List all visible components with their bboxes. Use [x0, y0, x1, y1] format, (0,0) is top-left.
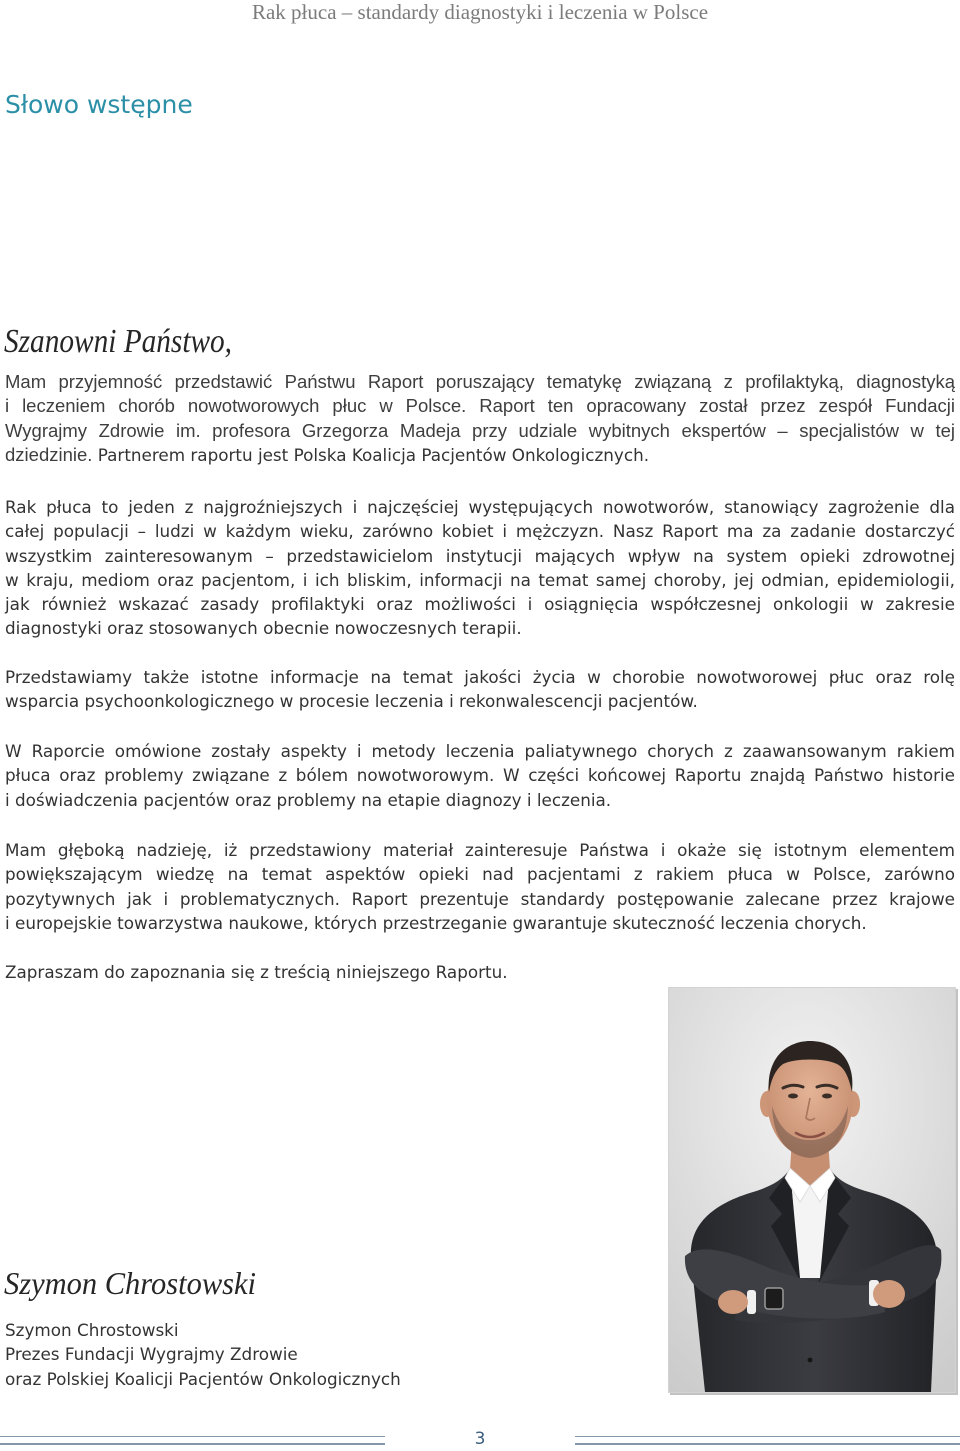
text-line: jak również wskazać zasady profilaktyki oraz możliwości i osiągnięcia współczesnej onkologii w zakresie	[5, 594, 955, 615]
paragraph-lines	[5, 960, 955, 984]
signatory-name: Szymon Chrostowski	[5, 1320, 179, 1340]
portrait-illustration	[669, 988, 955, 1392]
paragraph-4	[5, 739, 955, 812]
paragraph-6	[5, 960, 955, 984]
text-line	[5, 443, 955, 467]
text-line: i europejskie towarzystwa naukowe, których przestrzeganie gwarantuje skuteczność leczenia chorych.	[5, 912, 867, 933]
text-segment: dziedzinie.	[5, 443, 93, 465]
text-segment: Partnerem raportu jest Polska Koalicja Pacjentów Onkologicznych.	[97, 444, 650, 465]
text-line: i doświadczenia pacjentów oraz problemy na etapie diagnozy i leczenia.	[5, 789, 612, 810]
footer-rule-left-bottom	[0, 1443, 385, 1445]
text-line: Mam głęboką nadzieję, iż przedstawiony materiał zainteresuje Państwa i okaże się istotnym elementem	[5, 840, 955, 860]
handwritten-signature	[2, 1262, 264, 1306]
text-line: Mam przyjemność przedstawić Państwu Raport poruszający tematykę związaną z profilaktyką, diagnostyką	[5, 371, 955, 392]
text-line: Rak płuca to jeden z najgroźniejszych i najczęściej występujących nowotworów, stanowiący zagrożenie dla	[5, 497, 955, 517]
paragraph-lines	[5, 739, 955, 812]
section-title: Słowo wstępne	[5, 90, 193, 119]
text-line: całej populacji – ludzi w każdym wieku, zarówno kobiet i mężczyzn. Nasz Raport ma za zadanie dostarczyć	[5, 521, 955, 542]
running-title: Rak płuca – standardy diagnostyki i leczenia w Polsce	[251, 0, 709, 24]
paragraph-lines	[5, 665, 955, 714]
page-number: 3	[474, 1429, 486, 1449]
text-line: pozytywnych jak i problematycznych. Raport prezentuje standardy postępowanie zalecane przez krajowe	[5, 888, 955, 909]
paragraph-lines	[5, 838, 955, 935]
paragraph-5	[5, 838, 955, 935]
paragraph-2	[5, 495, 955, 641]
salutation-text: Szanowni Państwo,	[4, 323, 232, 360]
footer-rule-right-bottom	[575, 1443, 960, 1445]
paragraph-3	[5, 665, 955, 714]
portrait-photo	[668, 987, 956, 1393]
text-line: i leczeniem chorób nowotworowych płuc w Polsce. Raport ten opracowany został przez zespół Fundacji	[5, 395, 955, 417]
footer-rule-left-top	[0, 1436, 385, 1437]
paragraph-lines	[5, 370, 955, 443]
text-line: w kraju, mediom oraz pacjentom, i ich bliskim, informacji na temat samej choroby, jej odmian, epidemiologii,	[5, 569, 955, 590]
signature-text: Szymon Chrostowski	[4, 1265, 256, 1301]
text-line: Wygrajmy Zdrowie im. profesora Grzegorza Madeja przy udziale wybitnych ekspertów – specjalistów w tej	[5, 419, 955, 441]
text-line: wszystkim zainteresowanym – przedstawicielom instytucji mających wpływ na system opieki zdrowotnej	[5, 545, 955, 566]
text-line: płuca oraz problemy związane z bólem nowotworowym. W części końcowej Raportu znajdą Państwo historie	[5, 765, 955, 786]
text-line: Przedstawiamy także istotne informacje na temat jakości życia w chorobie nowotworowej płuc oraz rolę	[5, 667, 955, 687]
text-line: Zapraszam do zapoznania się z treścią niniejszego Raportu.	[5, 962, 508, 982]
handwritten-salutation	[2, 316, 238, 362]
text-line: powiększającym wiedzę na temat aspektów opieki nad pacjentami z rakiem płuca w Polsce, zarówno	[5, 864, 955, 885]
text-line: diagnostyki oraz stosowanych obecnie nowoczesnych terapii.	[5, 618, 522, 639]
signatory-block	[5, 1318, 605, 1391]
footer-rule-right-top	[575, 1436, 960, 1437]
paragraph-1	[5, 370, 955, 467]
paragraph-lines	[5, 495, 955, 641]
signatory-role: Prezes Fundacji Wygrajmy Zdrowie	[5, 1344, 298, 1365]
text-line: W Raporcie omówione zostały aspekty i metody leczenia paliatywnego chorych z zaawansowanym rakiem	[5, 741, 955, 761]
signatory-affiliation: oraz Polskiej Koalicji Pacjentów Onkologicznych	[5, 1368, 401, 1389]
text-line: wsparcia psychoonkologicznego w procesie leczenia i rekonwalescencji pacjentów.	[5, 691, 698, 712]
